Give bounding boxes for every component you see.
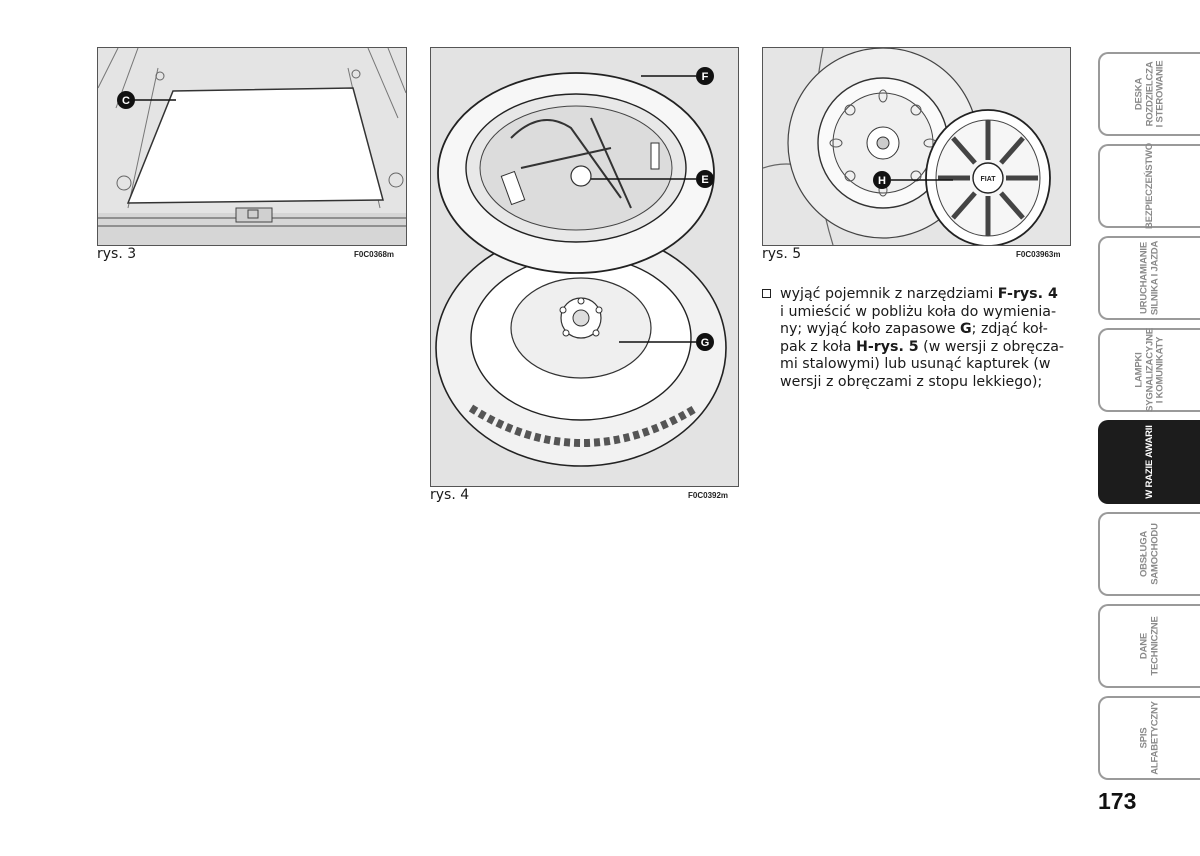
section-tab-label: OBSŁUGA SAMOCHODU	[1138, 523, 1160, 585]
figure-5-wheel-hubcap	[762, 47, 1071, 246]
figure-5-code: F0C03963m	[1016, 250, 1061, 259]
section-tab-label: URUCHAMIANIE SILNIKA I JAZDA	[1138, 240, 1160, 316]
text-segment: i umieścić w pobliżu koła do wymienia-	[780, 303, 1057, 320]
text-segment: ; zdjąć koł-	[971, 321, 1048, 338]
section-tab-label: LAMPKI SYGNALIZACYJNE I KOMUNIKATY	[1133, 328, 1166, 412]
section-tab[interactable]	[1098, 512, 1200, 596]
instruction-line	[780, 374, 1072, 392]
section-tab-label: BEZPIECZEŃSTWO	[1143, 143, 1155, 229]
section-tab[interactable]	[1098, 604, 1200, 688]
trunk-floor-illustration	[98, 48, 406, 245]
wheel-hubcap-illustration	[763, 48, 1070, 245]
checkbox-bullet-icon	[762, 289, 771, 298]
section-tab[interactable]	[1098, 236, 1200, 320]
figure-3-caption: rys. 3	[97, 246, 137, 262]
figure-5-caption: rys. 5	[762, 246, 802, 262]
section-tab[interactable]	[1098, 328, 1200, 412]
figure-4-caption: rys. 4	[430, 487, 470, 503]
page-number: 173	[1098, 788, 1137, 814]
instruction-paragraph	[762, 286, 1072, 392]
reference-bold: H-rys. 5	[856, 338, 919, 355]
callout-c-letter: C	[122, 95, 130, 107]
text-segment: pak z koła	[780, 338, 857, 355]
section-tab-label: SPIS ALFABETYCZNY	[1138, 701, 1160, 775]
fiat-logo: FIAT	[980, 176, 996, 183]
section-tab-label: DANE TECHNICZNE	[1138, 616, 1160, 676]
instruction-line	[780, 356, 1072, 374]
reference-bold: G	[960, 321, 972, 338]
callout-h-letter: H	[878, 175, 886, 187]
section-tab[interactable]	[1098, 144, 1200, 228]
text-segment: ny; wyjąć koło zapasowe	[780, 321, 960, 338]
figure-3-code: F0C0368m	[354, 250, 395, 259]
figure-3-trunk-floor	[97, 47, 407, 246]
figure-4-code: F0C0392m	[688, 491, 729, 500]
instruction-line	[780, 321, 1072, 339]
callout-f-letter: F	[701, 71, 709, 83]
section-tab-label: DESKA ROZDZIELCZA I STEROWANIE	[1133, 60, 1166, 128]
reference-bold: F-rys. 4	[997, 286, 1058, 302]
section-tab[interactable]	[1098, 420, 1200, 504]
spare-wheel-illustration	[431, 48, 738, 486]
instruction-lines	[762, 286, 1072, 392]
text-segment: mi stalowymi) lub usunąć kapturek (w	[780, 356, 1051, 373]
section-tab[interactable]	[1098, 696, 1200, 780]
section-tab-label: W RAZIE AWARII	[1143, 425, 1155, 499]
callout-g-letter: G	[700, 337, 710, 349]
text-segment: (w wersji z obręcza-	[918, 338, 1065, 355]
figure-4-spare-wheel-toolbox	[430, 47, 739, 487]
section-tab[interactable]	[1098, 52, 1200, 136]
callout-e-letter: E	[701, 174, 709, 186]
instruction-line	[780, 286, 1072, 304]
text-segment: wersji z obręczami z stopu lekkiego);	[780, 373, 1043, 390]
instruction-line	[780, 304, 1072, 322]
text-segment: wyjąć pojemnik z narzędziami	[780, 286, 998, 302]
instruction-line	[780, 339, 1072, 357]
